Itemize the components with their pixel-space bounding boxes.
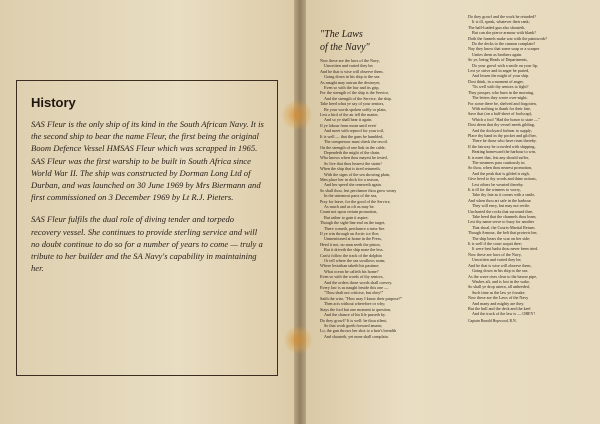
poem-line: Lest others be wearied thereby. — [472, 181, 524, 187]
poem-line: But the hull and the deck and the keel — [468, 305, 531, 311]
poem-column-2 — [468, 14, 596, 324]
poem-line: It is well — that the guns be humbled, — [320, 133, 384, 139]
poem-line: Lo, the gun throws her shot to a hair's breadth — [320, 328, 396, 334]
poem-line: Lest thy name serve to buoy for another — [468, 219, 535, 225]
poem-line: Every law is as naught beside this one — — [320, 285, 389, 291]
poem-line: And shouteth, yet none shall complain. — [324, 333, 389, 339]
poem-line: And meet with reproof for your toil, — [324, 128, 384, 134]
poem-line: And the dockyard forbear to supply; — [472, 127, 533, 133]
poem-line: Dependeth the might of the chain. — [324, 149, 381, 155]
poem-line: And the peak that is gilded is nigh, — [472, 170, 530, 176]
poem-line: Then acts without wherefore or why; — [324, 301, 386, 307]
history-paragraph-2: SAS Fleur fulfils the dual role of diving tender and torpedo recovery vessel. She continues to provide sterling service and will no doubt continue to do so for a number of years to come — truly a tribute to her builder and the SA Navy's capability in maintaining her. — [31, 214, 263, 274]
poem-line: The steamers pass cautiously in. — [472, 159, 526, 165]
poem-line: Lest ye strive and in anger be parted, — [468, 68, 530, 74]
poem-line: They will envy, but may not revile. — [472, 203, 531, 209]
poem-line: "Thou shalt not criticise, but obey!" — [324, 290, 384, 296]
poem-title-line-2: of the Navy" — [320, 42, 370, 53]
poem-line: Be your words spoken softly or plain, — [324, 106, 387, 112]
poem-line: So ye, being Heads of Departments, — [468, 57, 528, 63]
poem-line: Even so with the words of thy seniors, — [320, 274, 384, 280]
poem-line: Do they growl and the work be retarded? — [468, 14, 536, 19]
poem-line: Such time as the law ye forsake. — [472, 289, 526, 295]
history-heading: History — [31, 95, 76, 110]
poem-line: It is meet that, lest any should suffer, — [468, 154, 530, 160]
poem-line: Beating homeward the harbour to win, — [472, 149, 536, 155]
poem-line: Who knows when thou mayest be tested, — [320, 155, 388, 161]
poem-line: Going down in his ship to the sea. — [472, 268, 529, 274]
poem-line: Which a fool "Had the honor to state —" — [472, 116, 540, 122]
poem-line: And he that is wise will observe them, — [468, 262, 532, 268]
poem-line: For some there be, shelved and forgotten, — [468, 100, 537, 106]
poem-line: Dost think, in a moment of anger, — [468, 78, 524, 84]
poem-line: As the wave rises clear to the hawse pipe, — [468, 273, 538, 279]
poem-line: Going down in his ship to the sea. — [324, 74, 381, 80]
poem-line: Count not upon certain promotion, — [320, 209, 378, 215]
poem-line: Though Armour, the belt that protects her, — [468, 230, 538, 236]
poem-line: With nothing to thank for their fate, — [472, 105, 532, 111]
poem-line: As much and as oft as may be. — [324, 203, 375, 209]
poem-line: Heed it not, no man seeth the piston, — [320, 241, 381, 247]
poem-line: Do they growl? It is well: be thou silent, — [320, 317, 387, 323]
poem-line: Unwritten and varied they be; — [472, 257, 522, 263]
poem-line: On the strength of one link in the cable, — [320, 144, 386, 150]
poem-line: Do your growl with a smile on your lip, — [472, 62, 538, 68]
poem-line: Take thy fate as it comes with a smile, — [472, 192, 536, 198]
poem-credit: Captain Ronald Hopwood, R.N. — [468, 318, 517, 323]
history-box — [16, 80, 278, 376]
poem-line: Dost deem that thy vessel needs gilding, — [468, 122, 535, 128]
poem-line: And the strength of the Service, the ship. — [324, 95, 392, 101]
poem-line: But can she pierce armour with blank? — [472, 30, 536, 36]
poem-line: There cometh, perchance a miss-fire. — [324, 225, 386, 231]
poem-line: The half-loaded gun also shouteth, — [468, 24, 526, 30]
poem-line: Though the sight-line end on the target, — [320, 220, 386, 226]
poem-line: Save that (on a half-sheet of foolscap), — [468, 111, 533, 117]
poem-line: Stays the fool but one moment to question, — [320, 306, 392, 312]
poem-line: If ye win through an Arctic ice floe, — [320, 231, 380, 236]
poem-line: When the ship that is tired returneth, — [320, 166, 381, 172]
poem-line: And the chance of his life passeth by. — [324, 312, 386, 318]
poem-line: Uncharted the rocks that surround thee, — [468, 208, 534, 214]
poem-line: Men place her in dock for a season, — [320, 176, 379, 182]
poem-line: And the truck of the law is — OBEY! — [472, 311, 536, 317]
poem-line: If the fairway be crowded with shipping, — [468, 143, 536, 149]
poem-title — [320, 28, 430, 54]
history-paragraph-1: SAS Fleur is the only ship of its kind in the South African Navy. It is the second ship to bear the name Fleur, the first being the original Boom Defence Vessel HMSAS Fleur which was scrapped in 1965. SAS Fleur was the first warship to be built in South Africa since World War II. The ship was constructed by Dorman Long Ltd of Durban, and was launched on 30 June 1969 by Mrs Biermann and first commissioned on 3 December 1969 by Lt R.J. Pieters. — [31, 119, 264, 203]
poem-line: And her speed she reneweth again. — [324, 182, 382, 188]
poem-line: That shoal, the Courts-Martial Return. — [472, 224, 536, 230]
poem-line: Even so with the law and its grip, — [324, 85, 380, 91]
poem-line: And when thou art safe in the harbour — [468, 197, 531, 203]
poem-line: Now these are the laws of the Navy, — [320, 58, 380, 63]
poem-line: As naught may outrun the destroyer, — [320, 79, 381, 85]
poem-line: The compressor must check the recoil. — [324, 139, 388, 145]
poem-line: Give heed to thy words and thine actions, — [468, 176, 537, 182]
poem-line: So thou, when thou nearest promotion, — [468, 165, 533, 171]
poem-line: And many and mighty are they. — [472, 300, 525, 306]
poem-line: Unmentioned at home in the Press, — [324, 236, 382, 242]
poem-line: It were best hadst thou never been tried. — [472, 246, 539, 252]
poem-line: Take heed that the channels thou learn, — [472, 214, 537, 220]
page-gutter — [294, 0, 306, 424]
poem-line: Place thy hand in thy pocket and gild her, — [468, 132, 537, 138]
poem-line: What ocean he calleth his home? — [324, 268, 379, 274]
poem-line: Do the decks to the cannon complain? — [472, 41, 536, 47]
poem-line: Doth the funnels make war with the paintwork? — [468, 35, 547, 41]
poem-line: And so ye shall hear it again. — [324, 117, 373, 123]
poem-line: Nay they know that some soap or a scraper — [468, 46, 540, 52]
poem-line: Pray for leave, for the good of the Service, — [320, 198, 391, 204]
stain-mark — [284, 326, 312, 354]
poem-line: Now these are the Laws of the Navy — [468, 295, 529, 301]
poem-line: There be those who have risen thereby. — [472, 138, 537, 144]
left-page — [0, 0, 298, 424]
poem-line: So shall thou, lest perchance thou grow weary — [320, 187, 397, 193]
poem-line: With the signs of the sea showing plain, — [324, 171, 391, 177]
poem-line: Saith the wise, "How may I know their purpose?" — [320, 295, 403, 301]
poem-line: If ye labour from morn until even' — [320, 122, 377, 128]
poem-line: But rather to gain it aspire; — [324, 214, 369, 220]
poem-line: 'Tis well with thy seniors to fight? — [472, 84, 529, 90]
poem-title-line-1: "The Laws — [320, 29, 363, 40]
poem-line: Washes aft, and is lost in the wake, — [472, 278, 530, 284]
poem-line: So live that thou bearest the strain! — [324, 160, 382, 166]
poem-line: For the strength of the ship is the Service, — [320, 90, 390, 96]
poem-line: It is ill, speak, whatever their rank; — [472, 19, 530, 25]
poem-line: So that work goeth forward amain; — [324, 322, 382, 328]
stain-mark — [282, 100, 312, 130]
poem-line: Take heed what ye say of your seniors, — [320, 101, 385, 107]
poem-line: So shall ye drop astern, all unheeded, — [468, 284, 530, 290]
poem-line: It is ill for the winners to worry, — [468, 187, 521, 192]
poem-line: Lest a bird of the air tell the matter, — [320, 112, 379, 118]
poem-line: It is well if the court acquit thee; — [468, 241, 522, 247]
poem-line: The letters they wrote over-night; — [472, 95, 528, 101]
poem-line: In the uttermost parts of the sea, — [324, 193, 378, 199]
poem-line: Or tell where the sea swallows roam; — [324, 258, 386, 264]
poem-line: And lessen the might of your ship. — [472, 73, 530, 79]
poem-line: Unites them as brothers again. — [472, 51, 523, 57]
poem-line: They prosper, who burn in the morning, — [468, 89, 535, 95]
poem-line: And he that is wise will observe them, — [320, 68, 384, 74]
poem-line: But it driveth the ship none the less. — [324, 247, 384, 253]
poem-column-1 — [320, 58, 458, 339]
poem-line: And the orders those words shall convey. — [324, 279, 393, 285]
poem-line: Unwritten and varied they be; — [324, 63, 374, 69]
poem-line: The ship bears the scar on her side; — [472, 235, 531, 241]
poem-line: Can'st follow the track of the dolphin — [320, 252, 382, 258]
poem-line: Where leviathan taketh his pastime; — [320, 263, 380, 269]
poem-line: Now these are laws of the Navy, — [468, 251, 522, 257]
